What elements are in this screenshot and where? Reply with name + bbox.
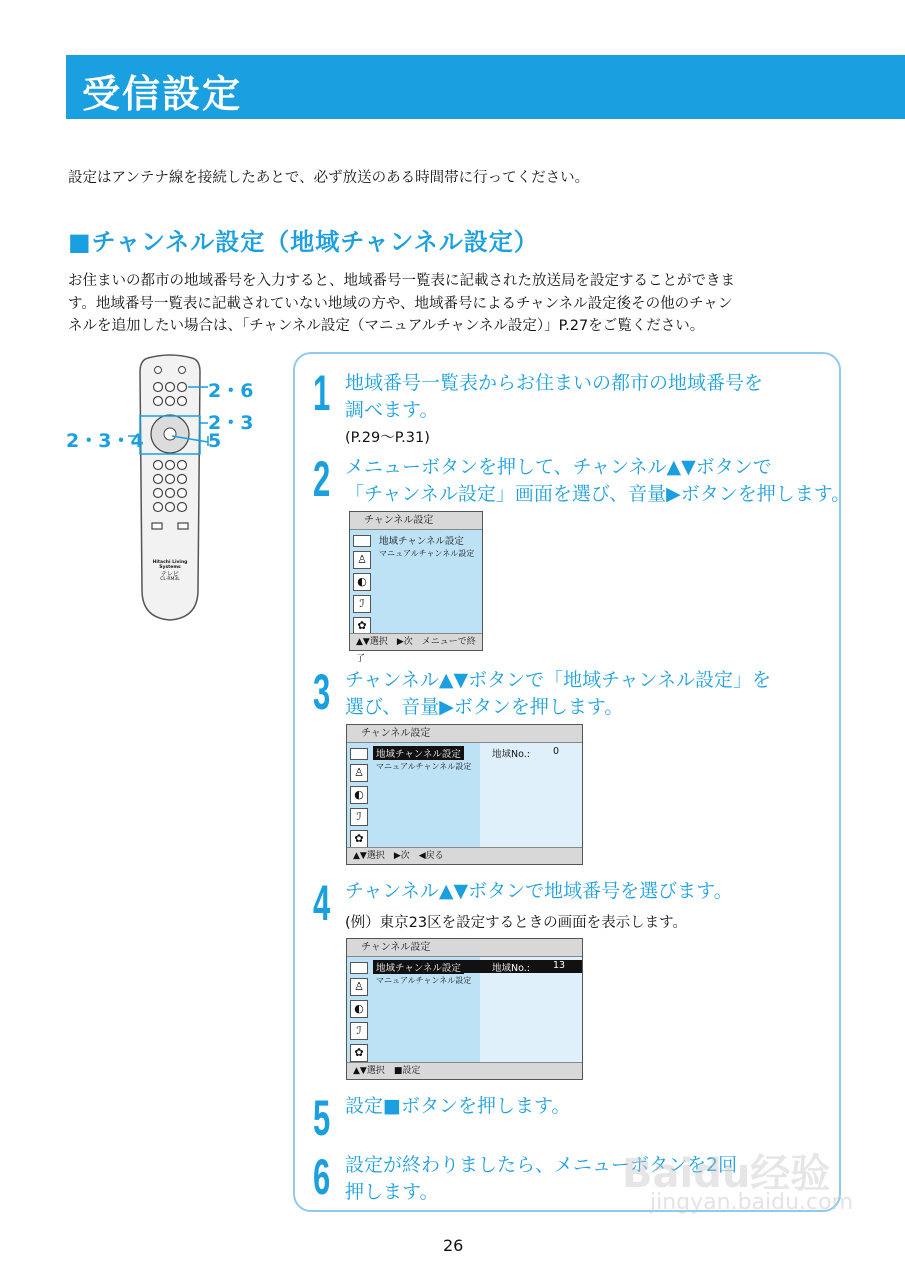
step-sub: (P.29～P.31) xyxy=(345,430,430,446)
setup-icon: ✿ xyxy=(350,830,368,848)
step-sub: (例）東京23区を設定するときの画面を表示します。 xyxy=(345,915,687,931)
tool-icon: ℐ xyxy=(350,1022,368,1040)
callout-5: 5 xyxy=(208,430,222,452)
picture-icon: ♙ xyxy=(353,551,371,569)
menu-item-area-channel: 地域チャンネル設定 xyxy=(373,960,464,974)
step-line: チャンネル▲▼ボタンで「地域チャンネル設定」を xyxy=(345,669,771,691)
area-number-label: 地域No.: xyxy=(492,963,530,974)
step-text xyxy=(345,370,763,424)
screen-footer: ▲▼選択 ■設定 xyxy=(347,1062,582,1079)
step-number: 4 xyxy=(313,875,331,931)
step-text xyxy=(345,667,771,721)
step-line: 選び、音量▶ボタンを押します。 xyxy=(345,696,624,718)
step-line: 押します。 xyxy=(345,1181,439,1203)
menu-item-manual-channel: マニュアルチャンネル設定 xyxy=(376,976,472,985)
watermark-logo: Baidu经验 xyxy=(622,1151,831,1197)
section-heading: ■チャンネル設定（地域チャンネル設定） xyxy=(68,228,539,256)
screen-title: チャンネル設定 xyxy=(347,939,582,957)
sound-icon: ◐ xyxy=(353,573,371,591)
remote-control-icon xyxy=(60,350,300,630)
screen-footer: ▲▼選択 ▶次 ◀戻る xyxy=(347,847,582,864)
screen-title: チャンネル設定 xyxy=(347,725,582,743)
tool-icon: ℐ xyxy=(353,595,371,613)
sound-icon: ◐ xyxy=(350,786,368,804)
step-number: 3 xyxy=(313,664,331,720)
menu-screen-1 xyxy=(349,511,483,664)
menu-screen-3 xyxy=(346,938,583,1080)
area-number-value: 0 xyxy=(553,746,560,757)
page-title: 受信設定 xyxy=(82,72,243,116)
menu-item-manual-channel: マニュアルチャンネル設定 xyxy=(376,762,472,771)
area-number-value: 13 xyxy=(553,960,566,971)
menu-icons xyxy=(353,533,373,639)
picture-icon: ♙ xyxy=(350,764,368,782)
intro-text: 設定はアンテナ線を接続したあとで、必ず放送のある時間帯に行ってください。 xyxy=(68,170,590,186)
step-line: 「チャンネル設定」画面を選び、音量▶ボタンを押します。 xyxy=(345,483,851,505)
sound-icon: ◐ xyxy=(350,1000,368,1018)
tv-icon xyxy=(353,535,371,547)
setup-icon: ✿ xyxy=(353,617,371,635)
step-line: 調べます。 xyxy=(345,399,439,421)
remote-model: CL-RM3L xyxy=(160,577,180,582)
remote-product: テレビ xyxy=(161,571,179,578)
remote-illustration xyxy=(60,350,300,630)
step-text xyxy=(345,454,850,508)
screen-footer: ▲▼選択 ▶次 メニューで終了 xyxy=(350,633,482,650)
area-number-label: 地域No.: xyxy=(492,749,530,760)
step-line: 地域番号一覧表からお住まいの都市の地域番号を xyxy=(345,372,764,394)
tool-icon: ℐ xyxy=(350,808,368,826)
menu-item-area-channel: 地域チャンネル設定 xyxy=(373,746,464,760)
menu-icons xyxy=(350,746,370,852)
tv-icon xyxy=(350,748,368,760)
desc-line: お住まいの都市の地域番号を入力すると、地域番号一覧表に記載された放送局を設定することができま xyxy=(68,273,735,289)
callout-2-3: 2・3 xyxy=(208,412,254,434)
menu-item-manual-channel: マニュアルチャンネル設定 xyxy=(379,549,475,558)
setup-icon: ✿ xyxy=(350,1044,368,1062)
menu-icons xyxy=(350,960,370,1066)
step-number: 1 xyxy=(313,365,331,421)
screen-title: チャンネル設定 xyxy=(350,512,482,530)
picture-icon: ♙ xyxy=(350,978,368,996)
desc-line: ネルを追加したい場合は、「チャンネル設定（マニュアルチャンネル設定）」P.27をご覧ください。 xyxy=(68,318,705,334)
step-line: 設定■ボタンを押します。 xyxy=(345,1095,571,1117)
step-text xyxy=(345,878,733,905)
callout-2-6: 2・6 xyxy=(208,380,254,402)
remote-brand: Hitachi Living Systems xyxy=(152,560,188,570)
menu-screen-2 xyxy=(346,724,583,865)
desc-line: す。地域番号一覧表に記載されていない地域の方や、地域番号によるチャンネル設定後その他のチャン xyxy=(68,295,733,312)
title-bar xyxy=(66,55,905,119)
page-number: 26 xyxy=(443,1236,464,1255)
tv-icon xyxy=(350,962,368,974)
watermark-url: jingyan.baidu.com xyxy=(650,1190,854,1215)
step-text xyxy=(345,1093,570,1120)
step-number: 6 xyxy=(313,1149,331,1205)
menu-item-area-channel: 地域チャンネル設定 xyxy=(379,536,464,547)
step-line: メニューボタンを押して、チャンネル▲▼ボタンで xyxy=(345,456,772,478)
callout-2-3-4: 2・3・4 xyxy=(66,430,144,452)
step-number: 2 xyxy=(313,451,331,507)
step-line: 設定が終わりましたら、メニューボタンを2回 xyxy=(345,1154,738,1176)
step-number: 5 xyxy=(313,1090,331,1146)
step-line: チャンネル▲▼ボタンで地域番号を選びます。 xyxy=(345,880,733,902)
section-description xyxy=(68,270,848,338)
